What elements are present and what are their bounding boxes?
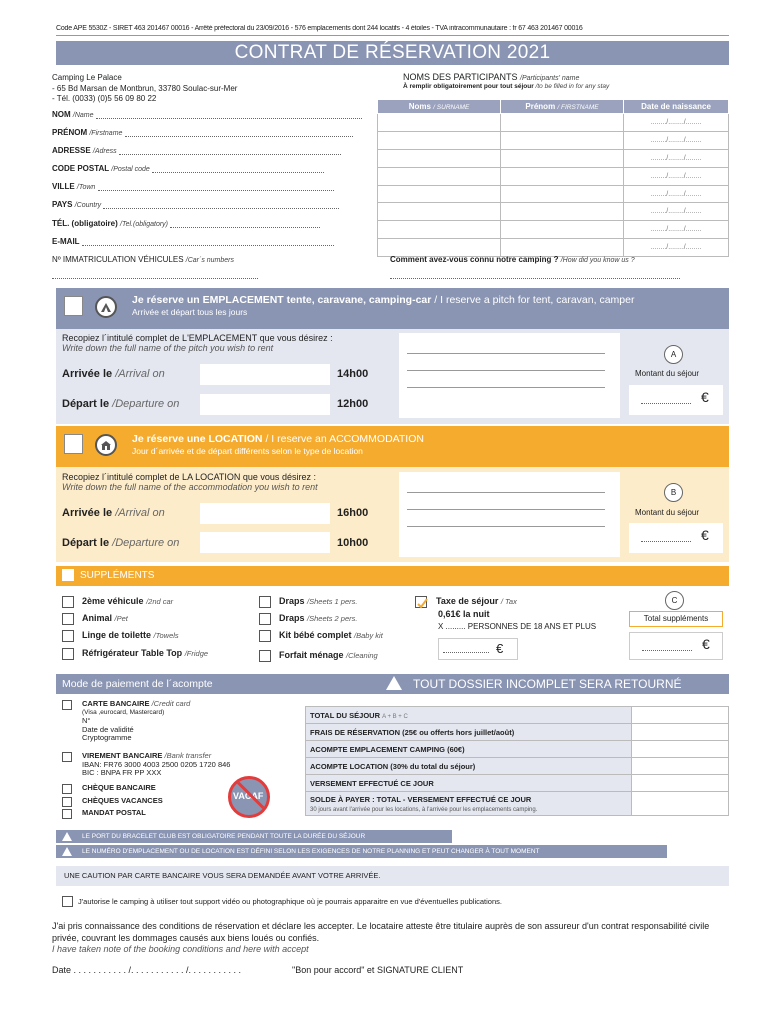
tent-icon: [95, 296, 117, 318]
pitch-departure-input[interactable]: [200, 394, 330, 415]
total-label: ACOMPTE EMPLACEMENT CAMPING (60€): [306, 741, 632, 758]
field-line: [96, 118, 362, 119]
cell-input[interactable]: [501, 185, 624, 203]
field-label: NOM: [52, 110, 71, 119]
cell-input[interactable]: [501, 221, 624, 239]
conditions-fr: J'ai pris connaissance des conditions de réservation et déclare les accepter. Le locataire atteste être titulaire auprès de son assureur d'un contrat responsabilité civile privée, couvrant les dommages causés aux biens loués ou confiés.: [52, 921, 710, 943]
location-copy-fr: Recopiez l´intitulé complet de LA LOCATION que vous désirez :: [62, 472, 316, 482]
cell-input[interactable]: [378, 203, 501, 221]
total-input[interactable]: [632, 758, 729, 775]
location-line: [407, 509, 605, 510]
totals-table: [305, 706, 729, 816]
participants-title-fr: NOMS DES PARTICIPANTS: [403, 72, 518, 82]
table-row: [378, 239, 729, 257]
participants-title: [403, 72, 579, 82]
pitch-checkbox[interactable]: [64, 296, 83, 316]
pay-cheque: CHÈQUE BANCAIRE: [82, 783, 156, 792]
cell-input[interactable]: [501, 149, 624, 167]
emplacement-text: LE NUMÉRO D'EMPLACEMENT OU DE LOCATION EST DÉFINI SELON LES EXIGENCES DE NOTRE PLANNING ET PEUT CHANGER À TOUT MOMENT: [82, 848, 540, 855]
field-label: E-MAIL: [52, 237, 80, 246]
tax-persons: X ......... PERSONNES DE 18 ANS ET PLUS: [438, 622, 597, 631]
location-arrival-input[interactable]: [200, 503, 330, 524]
pitch-copy-fr: Recopiez l´intitulé complet de L'EMPLACEMENT que vous désirez :: [62, 333, 333, 343]
tax-label: [436, 596, 517, 606]
table-row: [306, 792, 729, 816]
location-title-fr: Je réserve une LOCATION: [132, 433, 263, 445]
col-date: Date de naissance: [624, 100, 729, 114]
location-departure-label: [62, 537, 179, 549]
location-title: [132, 433, 424, 445]
euro-sign: €: [701, 389, 709, 405]
field-pays[interactable]: [52, 200, 339, 209]
supplements-checkbox[interactable]: [62, 569, 74, 581]
supp-label-en: /Pet: [114, 614, 128, 623]
participants-table: [377, 99, 729, 257]
table-row: [306, 758, 729, 775]
supp-item: [82, 613, 128, 623]
supp-label: Linge de toilette: [82, 630, 152, 640]
location-copy: [62, 472, 318, 492]
tax-label-en: / Tax: [500, 597, 517, 606]
participants-sub: [403, 83, 609, 90]
supp-label: Animal: [82, 613, 113, 623]
field-label-en: /Town: [76, 184, 96, 191]
field-label-en: /Name: [72, 112, 94, 119]
supp-item: [279, 613, 357, 623]
supp-label-en: /Sheets 2 pers.: [307, 614, 358, 623]
field-tel[interactable]: [52, 219, 320, 228]
pitch-departure-time: 12h00: [337, 398, 369, 410]
tax-line: [443, 652, 489, 653]
total-supplements-input[interactable]: [629, 632, 723, 660]
pitch-montant-input[interactable]: [629, 385, 723, 415]
supp-item: [279, 596, 357, 606]
supp-item: [279, 650, 378, 660]
field-line: [170, 227, 320, 228]
location-arrival-time: 16h00: [337, 507, 369, 519]
supp-label: Forfait ménage: [279, 650, 344, 660]
checkmark-icon: [416, 598, 428, 610]
location-arrival-en: /Arrival on: [115, 507, 165, 519]
total-label: VERSEMENT EFFECTUÉ CE JOUR: [306, 775, 632, 792]
cell-input[interactable]: [378, 185, 501, 203]
letter-a-badge: A: [664, 345, 683, 364]
supp-label: Réfrigérateur Table Top: [82, 648, 183, 658]
total-label: FRAIS DE RÉSERVATION (25€ ou offerts hors juillet/août): [306, 724, 632, 741]
supp-checkbox[interactable]: [62, 613, 74, 625]
field-line: [119, 154, 341, 155]
cell-input[interactable]: [378, 221, 501, 239]
pay-cheques-vacances: CHÈQUES VACANCES: [82, 796, 163, 805]
col-prenom-en: / FIRSTNAME: [557, 104, 599, 111]
cell-date[interactable]: ......../......../........: [624, 221, 729, 239]
tax-amount: 0,61€ la nuit: [438, 609, 490, 619]
field-label-en: /Tel.(obligatory): [120, 221, 169, 228]
field-nom[interactable]: [52, 110, 362, 119]
cell-date[interactable]: ......../......../........: [624, 203, 729, 221]
cell-input[interactable]: [378, 114, 501, 132]
table-row: [378, 203, 729, 221]
pitch-arrival-label: [62, 368, 165, 380]
total-label-text: TOTAL DU SÉJOUR: [310, 710, 381, 720]
camping-name: Camping Le Palace: [52, 73, 122, 82]
pay-checkbox-cb[interactable]: [62, 700, 72, 710]
field-prenom[interactable]: [52, 128, 353, 137]
page-title: CONTRAT DE RÉSERVATION 2021: [56, 41, 729, 65]
pay-virement-en: /Bank transfer: [164, 751, 212, 760]
supp-item: [82, 596, 173, 606]
pitch-name-box[interactable]: [399, 333, 620, 418]
camping-tel: - Tél. (0033) (0)5 56 09 80 22: [52, 94, 157, 103]
supp-label: Draps: [279, 596, 305, 606]
field-label-en: /Firstname: [89, 130, 123, 137]
warning-icon: [386, 676, 402, 690]
pay-iban: IBAN: FR76 3000 4003 2500 0205 1720 846: [82, 759, 231, 769]
supp-label-en: /Sheets 1 pers.: [307, 597, 358, 606]
pitch-line: [407, 353, 605, 354]
cell-date[interactable]: ......../......../........: [624, 131, 729, 149]
field-line: [125, 136, 353, 137]
pay-cb-en: /Credit card: [151, 699, 191, 708]
location-departure-en: /Departure on: [112, 537, 180, 549]
supp-total-line: [642, 650, 692, 651]
conditions-en: I have taken note of the booking conditions and here with accept: [52, 944, 309, 954]
field-immatriculation[interactable]: [52, 255, 234, 264]
warning-icon: [62, 832, 72, 841]
pitch-line: [407, 387, 605, 388]
cell-input[interactable]: [501, 114, 624, 132]
pitch-title-fr: Je réserve un EMPLACEMENT tente, caravane, camping-car: [132, 294, 432, 306]
field-line: [98, 190, 334, 191]
location-line: [407, 492, 605, 493]
euro-sign: €: [701, 527, 709, 543]
pay-checkbox-mandat[interactable]: [62, 809, 72, 819]
cell-date[interactable]: ......../......../........: [624, 167, 729, 185]
caution-note: UNE CAUTION PAR CARTE BANCAIRE VOUS SERA DEMANDÉE AVANT VOTRE ARRIVÉE.: [56, 866, 729, 886]
supp-label-en: /Towels: [153, 631, 179, 640]
field-line: [103, 208, 339, 209]
warning-text: TOUT DOSSIER INCOMPLET SERA RETOURNÉ: [413, 677, 682, 691]
table-row: [378, 131, 729, 149]
pay-virement-label: VIREMENT BANCAIRE: [82, 751, 163, 760]
location-checkbox[interactable]: [64, 434, 83, 454]
pay-checkbox-virement[interactable]: [62, 752, 72, 762]
cell-input[interactable]: [378, 131, 501, 149]
field-label-en: /Country: [74, 202, 102, 209]
field-line: [152, 172, 324, 173]
field-code-postal[interactable]: [52, 164, 324, 173]
cell-date[interactable]: ......../......../........: [624, 185, 729, 203]
house-icon: [95, 434, 117, 456]
pitch-montant-label: Montant du séjour: [635, 369, 700, 378]
supp-checkbox[interactable]: [62, 630, 74, 642]
pitch-sub: Arrivée et départ tous les jours: [132, 307, 248, 317]
signature-label: "Bon pour accord" et SIGNATURE CLIENT: [292, 965, 464, 975]
pitch-title-en: / I reserve a pitch for tent, caravan, camper: [434, 294, 635, 306]
date-field[interactable]: Date . . . . . . . . . . . /. . . . . . . . . . . /. . . . . . . . . . .: [52, 965, 242, 975]
photo-consent-checkbox[interactable]: [62, 896, 73, 907]
field-line: [82, 245, 334, 246]
photo-consent-text: J'autorise le camping à utiliser tout support vidéo ou photographique où je pourrais apparaitre en vue d'éventuelles publications.: [78, 897, 502, 906]
supp-item: [82, 630, 179, 640]
pay-checkbox-cheques-vacances[interactable]: [62, 797, 72, 807]
pitch-departure-fr: Départ le: [62, 398, 110, 410]
solde-label: SOLDE À PAYER : TOTAL - VERSEMENT EFFECTUÉ CE JOUR: [310, 794, 532, 804]
field-label: Nº IMMATRICULATION VÉHICULES: [52, 255, 184, 264]
how-label-en: /How did you know us ?: [560, 257, 635, 264]
pitch-departure-en: /Departure on: [112, 398, 180, 410]
cell-date[interactable]: ......../......../........: [624, 149, 729, 167]
total-input[interactable]: [632, 792, 729, 816]
pay-virement: [82, 752, 230, 778]
table-row: [306, 775, 729, 792]
cell-input[interactable]: [378, 239, 501, 257]
total-input[interactable]: [632, 741, 729, 758]
cell-input[interactable]: [378, 167, 501, 185]
bracelet-banner: [56, 830, 452, 843]
supp-label: 2ème véhicule: [82, 596, 144, 606]
pay-cb-number: N°: [82, 716, 91, 725]
col-noms-fr: Noms: [408, 102, 431, 111]
total-label: [306, 792, 632, 816]
field-label: PRÉNOM: [52, 128, 88, 137]
pay-cb-label: CARTE BANCAIRE: [82, 699, 150, 708]
solde-note: 30 jours avant l'arrivée pour les locations, à l'arrivée pour les emplacements camping.: [310, 806, 538, 813]
table-row: [378, 221, 729, 239]
letter-b-badge: B: [664, 483, 683, 502]
supp-label-en: /Cleaning: [346, 651, 378, 660]
location-departure-input[interactable]: [200, 532, 330, 553]
cell-input[interactable]: [501, 167, 624, 185]
field-label-en: /Postal code: [111, 166, 150, 173]
camping-address: [52, 73, 237, 105]
location-departure-fr: Départ le: [62, 537, 110, 549]
location-name-box[interactable]: [399, 472, 620, 557]
pitch-arrival-input[interactable]: [200, 364, 330, 385]
total-label: ACOMPTE LOCATION (30% du total du séjour): [306, 758, 632, 775]
location-montant-label: Montant du séjour: [635, 508, 700, 517]
total-input[interactable]: [632, 775, 729, 792]
montant-line: [641, 403, 691, 404]
field-label: TÉL. (obligatoire): [52, 219, 118, 228]
cell-date[interactable]: ......../......../........: [624, 114, 729, 132]
cell-input[interactable]: [501, 131, 624, 149]
supp-label-en: /Fridge: [184, 649, 209, 658]
tax-checkbox[interactable]: [415, 596, 427, 608]
col-prenom: [501, 100, 624, 114]
cell-input[interactable]: [378, 149, 501, 167]
table-row: [306, 707, 729, 724]
emplacement-banner: [56, 845, 667, 858]
field-ville[interactable]: [52, 182, 334, 191]
how-line[interactable]: [390, 278, 680, 279]
tax-total-input[interactable]: [438, 638, 518, 660]
participants-sub-en: /to be filled in for any stay: [535, 83, 610, 90]
location-sub: Jour d´arrivée et de départ différents selon le type de location: [132, 446, 363, 456]
supp-label: Draps: [279, 613, 305, 623]
participants-sub-fr: À remplir obligatoirement pour tout séjour: [403, 83, 534, 90]
cell-input[interactable]: [501, 203, 624, 221]
how-label: Comment avez-vous connu notre camping ?: [390, 255, 559, 264]
location-departure-time: 10h00: [337, 537, 369, 549]
field-label-en: /Car´s numbers: [185, 257, 234, 264]
pitch-line: [407, 370, 605, 371]
col-noms-en: / SURNAME: [433, 104, 470, 111]
table-row: [378, 185, 729, 203]
supp-checkbox[interactable]: [259, 613, 271, 625]
supp-label-en: /Baby kit: [354, 631, 383, 640]
supp-item: [279, 630, 383, 640]
camping-street: - 65 Bd Marsan de Montbrun, 33780 Soulac-sur-Mer: [52, 83, 238, 93]
supp-checkbox[interactable]: [259, 630, 271, 642]
field-adresse[interactable]: [52, 146, 341, 155]
location-arrival-label: [62, 507, 165, 519]
total-label: [306, 707, 632, 724]
table-row: [378, 149, 729, 167]
field-label: PAYS: [52, 200, 73, 209]
pay-cb-crypto: Cryptogramme: [82, 733, 132, 742]
supp-checkbox[interactable]: [62, 648, 74, 660]
field-email[interactable]: [52, 237, 334, 246]
location-arrival-fr: Arrivée le: [62, 507, 113, 519]
table-row: [306, 741, 729, 758]
total-abc: A + B + C: [382, 713, 408, 720]
table-row: [378, 167, 729, 185]
pay-bic: BIC : BNPA FR PP XXX: [82, 768, 162, 777]
pitch-copy-en: Write down the full name of the pitch you wish to rent: [62, 343, 274, 353]
tax-label-fr: Taxe de séjour: [436, 596, 499, 606]
col-prenom-fr: Prénom: [525, 102, 556, 111]
bracelet-text: LE PORT DU BRACELET CLUB EST OBLIGATOIRE PENDANT TOUTE LA DURÉE DU SÉJOUR: [82, 833, 366, 840]
supp-checkbox[interactable]: [259, 596, 271, 608]
location-line: [407, 526, 605, 527]
payment-title: Mode de paiement de l´acompte: [62, 678, 213, 690]
letter-c-badge: C: [665, 591, 684, 610]
location-title-en: / I reserve an ACCOMMODATION: [265, 433, 424, 445]
total-supplements-label: Total suppléments: [629, 611, 723, 627]
participants-title-en: /Participants' name: [520, 75, 580, 82]
pitch-arrival-time: 14h00: [337, 368, 369, 380]
pitch-title: [132, 294, 634, 306]
no-vacaf-icon: [228, 776, 270, 818]
supp-checkbox[interactable]: [62, 596, 74, 608]
pay-cb-validity: Date de validité: [82, 724, 134, 734]
supp-checkbox[interactable]: [259, 650, 271, 662]
warning-icon: [62, 847, 72, 856]
pitch-departure-label: [62, 398, 179, 410]
legal-line: Code APE 5530Z - SIRET 463 201467 00016 - Arrêté préfectoral du 23/09/2016 - 576 emplacements dont 244 locatifs - 4 étoiles - TVA intracommunautaire : fr 67 463 201467 00016: [56, 25, 729, 36]
pay-checkbox-cheque[interactable]: [62, 784, 72, 794]
immat-line[interactable]: [52, 278, 258, 279]
table-row: [306, 724, 729, 741]
supp-label-en: /2nd car: [146, 597, 174, 606]
how-question: [390, 255, 635, 264]
location-montant-input[interactable]: [629, 523, 723, 553]
euro-sign: €: [702, 636, 710, 652]
pay-cb: [82, 700, 190, 743]
pitch-copy: [62, 333, 333, 353]
vacaf-logo-text: VACAF: [233, 791, 264, 801]
field-label-en: /Adress: [92, 148, 117, 155]
supplements-header: SUPPLÉMENTS: [56, 566, 729, 586]
supp-item: [82, 648, 208, 658]
total-input[interactable]: [632, 707, 729, 724]
pay-cb-types: (Visa ,eurocard, Mastercard): [82, 708, 165, 716]
field-label: VILLE: [52, 182, 75, 191]
conditions-text: [52, 921, 724, 956]
table-row: [378, 114, 729, 132]
field-label: CODE POSTAL: [52, 164, 110, 173]
pitch-arrival-fr: Arrivée le: [62, 368, 113, 380]
pay-mandat: MANDAT POSTAL: [82, 808, 146, 817]
location-copy-en: Write down the full name of the accommodation you wish to rent: [62, 482, 318, 492]
supp-label: Kit bébé complet: [279, 630, 352, 640]
field-label: ADRESSE: [52, 146, 91, 155]
euro-sign: €: [496, 641, 504, 656]
cell-input[interactable]: [501, 239, 624, 257]
pitch-arrival-en: /Arrival on: [115, 368, 165, 380]
col-noms: [378, 100, 501, 114]
cell-date[interactable]: ......../......../........: [624, 239, 729, 257]
total-input[interactable]: [632, 724, 729, 741]
montant-line: [641, 541, 691, 542]
